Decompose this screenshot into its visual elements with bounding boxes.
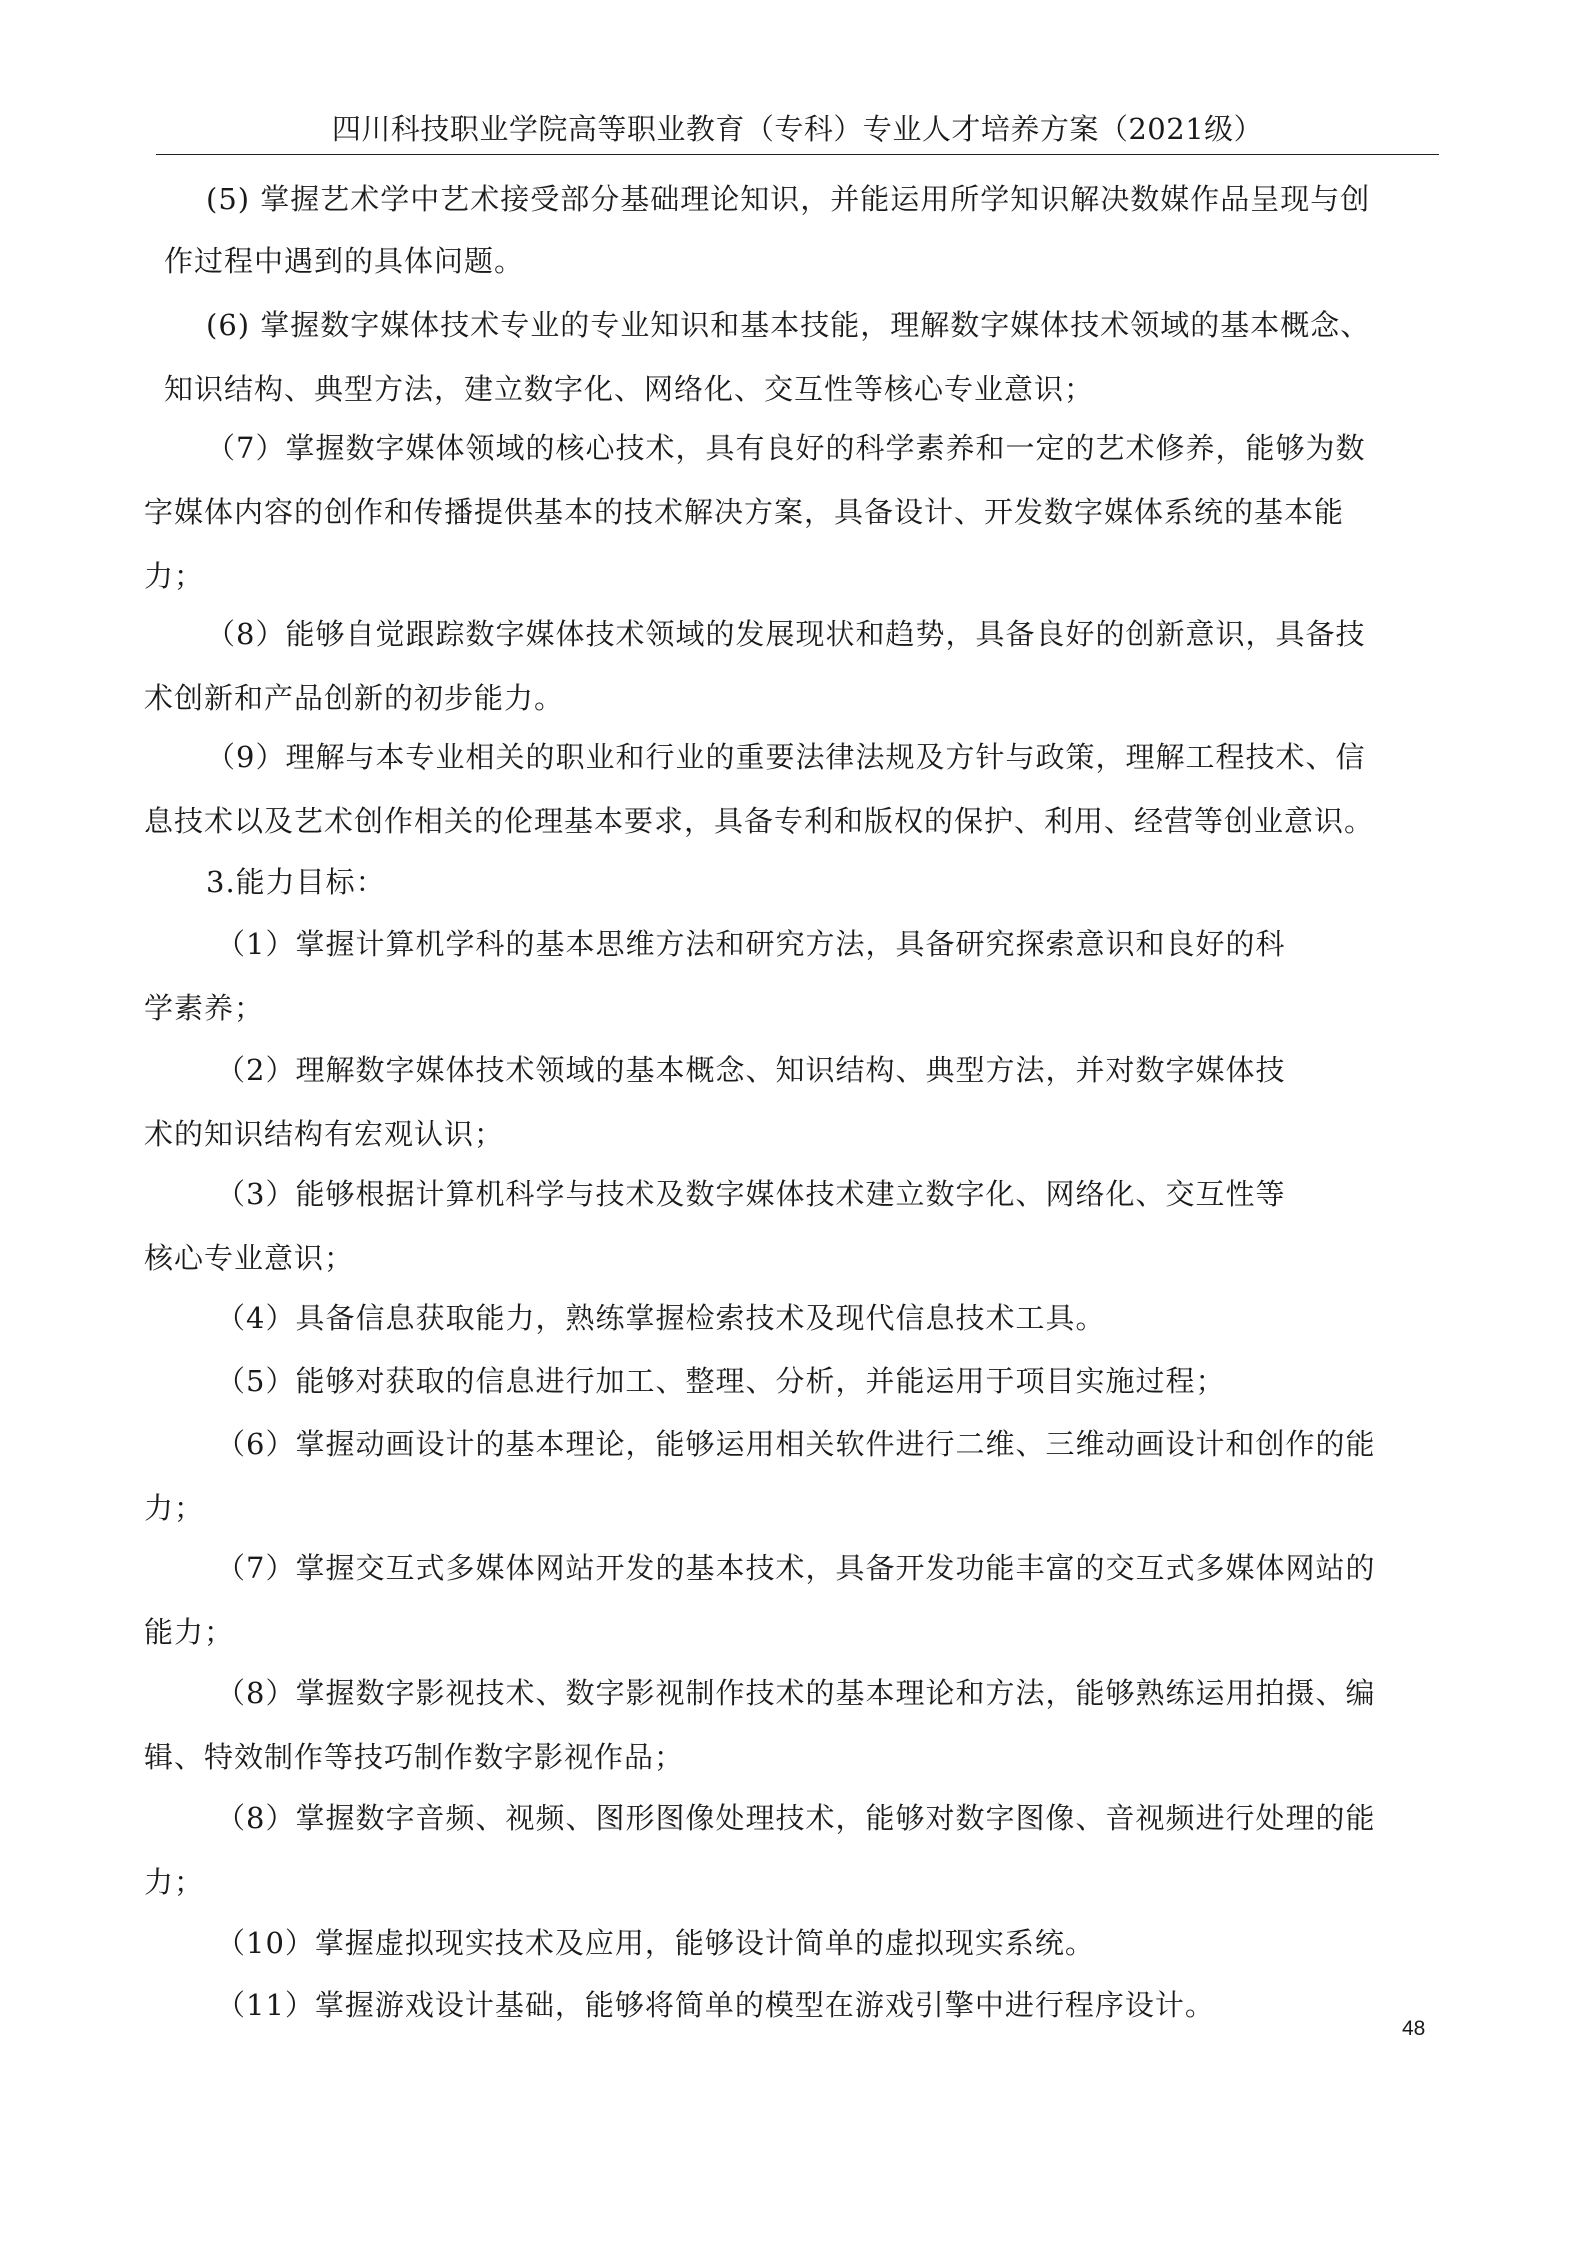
paragraph-line: （7）掌握交互式多媒体网站开发的基本技术，具备开发功能丰富的交互式多媒体网站的 <box>216 1551 1376 1585</box>
paragraph-line: （9）理解与本专业相关的职业和行业的重要法律法规及方针与政策，理解工程技术、信 <box>206 740 1366 774</box>
paragraph <box>206 850 386 914</box>
paragraph-line: 术的知识结构有宏观认识； <box>144 1117 505 1151</box>
paragraph-line: （8）掌握数字音频、视频、图形图像处理技术，能够对数字图像、音视频进行处理的能 <box>216 1801 1376 1835</box>
paragraph <box>144 1038 1286 1166</box>
paragraph <box>144 1536 1376 1664</box>
paragraph-line: （8）能够自觉跟踪数字媒体技术领域的发展现状和趋势，具备良好的创新意识，具备技 <box>206 617 1366 651</box>
paragraph <box>206 1911 1095 1975</box>
paragraph-line: （1）掌握计算机学科的基本思维方法和研究方法，具备研究探索意识和良好的科 <box>216 927 1286 961</box>
paragraph <box>206 1286 1105 1350</box>
paragraph-line: 学素养； <box>144 991 265 1025</box>
paragraph-line: 字媒体内容的创作和传播提供基本的技术解决方案，具备设计、开发数字媒体系统的基本能 <box>144 495 1345 529</box>
paragraph-line: （7）掌握数字媒体领域的核心技术，具有良好的科学素养和一定的艺术修养，能够为数 <box>206 431 1366 465</box>
paragraph-line: 力； <box>144 1491 205 1525</box>
paragraph <box>144 912 1286 1040</box>
paragraph <box>206 1973 1215 2037</box>
paragraph <box>144 1661 1376 1789</box>
paragraph-line: （6）掌握动画设计的基本理论，能够运用相关软件进行二维、三维动画设计和创作的能 <box>216 1427 1376 1461</box>
paragraph-line: 力； <box>144 559 205 593</box>
paragraph <box>144 602 1366 730</box>
paragraph-line: （10）掌握虚拟现实技术及应用，能够设计简单的虚拟现实系统。 <box>216 1926 1095 1960</box>
page-header-title: 四川科技职业学院高等职业教育（专科）专业人才培养方案（2021级） <box>331 112 1264 146</box>
paragraph-line: 知识结构、典型方法，建立数字化、网络化、交互性等核心专业意识； <box>164 372 1095 406</box>
paragraph-line: 力； <box>144 1865 205 1899</box>
paragraph-line: 息技术以及艺术创作相关的伦理基本要求，具备专利和版权的保护、利用、经营等创业意识。 <box>144 804 1375 838</box>
paragraph-line: （11）掌握游戏设计基础，能够将简单的模型在游戏引擎中进行程序设计。 <box>216 1988 1215 2022</box>
paragraph-line: （5）能够对获取的信息进行加工、整理、分析，并能运用于项目实施过程； <box>216 1364 1226 1398</box>
paragraph-line: 能力； <box>144 1615 235 1649</box>
paragraph <box>144 1162 1286 1290</box>
paragraph <box>144 416 1366 608</box>
paragraph <box>144 1786 1376 1914</box>
paragraph <box>164 168 1371 292</box>
paragraph-line: （8）掌握数字影视技术、数字影视制作技术的基本理论和方法，能够熟练运用拍摄、编 <box>216 1676 1376 1710</box>
paragraph <box>164 293 1371 421</box>
paragraph-line: 辑、特效制作等技巧制作数字影视作品； <box>144 1740 685 1774</box>
paragraph-line: 作过程中遇到的具体问题。 <box>164 244 525 278</box>
paragraph-line: （3）能够根据计算机科学与技术及数字媒体技术建立数字化、网络化、交互性等 <box>216 1177 1286 1211</box>
paragraph-line: （4）具备信息获取能力，熟练掌握检索技术及现代信息技术工具。 <box>216 1301 1106 1335</box>
paragraph-line: （2）理解数字媒体技术领域的基本概念、知识结构、典型方法，并对数字媒体技 <box>216 1053 1286 1087</box>
paragraph-line: (5) 掌握艺术学中艺术接受部分基础理论知识，并能运用所学知识解决数媒作品呈现与创 <box>206 182 1371 216</box>
paragraph <box>144 1412 1376 1540</box>
paragraph <box>144 725 1375 853</box>
paragraph-line: 核心专业意识； <box>144 1241 355 1275</box>
header-rule <box>156 154 1439 155</box>
paragraph <box>206 1349 1225 1413</box>
paragraph-line: (6) 掌握数字媒体技术专业的专业知识和基本技能，理解数字媒体技术领域的基本概念、 <box>206 308 1371 342</box>
paragraph-line: 3.能力目标： <box>206 865 386 899</box>
paragraph-line: 术创新和产品创新的初步能力。 <box>144 681 565 715</box>
page-number: 48 <box>1402 2017 1426 2040</box>
